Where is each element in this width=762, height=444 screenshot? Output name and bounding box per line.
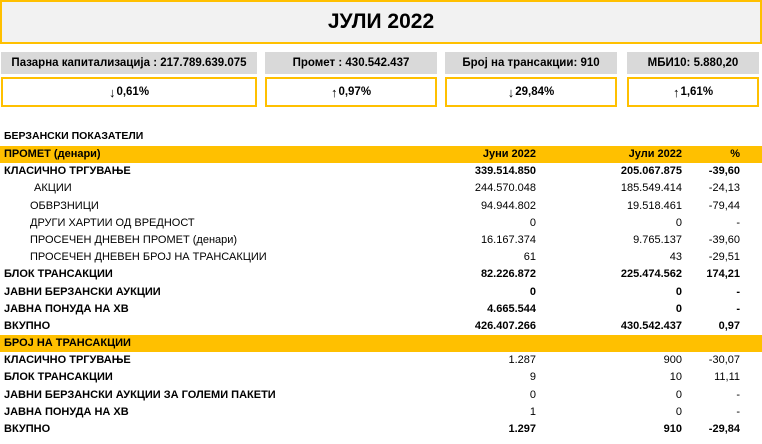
june-value: 1.297 — [508, 423, 536, 435]
row-label: АКЦИИ — [34, 182, 72, 195]
percent-value: -79,44 — [708, 199, 740, 212]
kpi-label: Промет : 430.542.437 — [265, 52, 437, 74]
column-header-june: Јуни 2022 — [482, 148, 536, 160]
percent-value: - — [736, 216, 740, 229]
june-value: 94.944.802 — [480, 199, 536, 212]
july-value: 205.067.875 — [620, 165, 682, 178]
table-row-total — [0, 421, 762, 438]
table-row — [0, 266, 762, 283]
june-value: 4.665.544 — [487, 302, 536, 315]
page-title: ЈУЛИ 2022 — [0, 0, 762, 44]
june-value: 82.226.872 — [480, 268, 536, 281]
kpi-change — [445, 77, 617, 107]
transactions-header-row — [0, 335, 762, 352]
kpi-market-cap — [1, 52, 257, 107]
arrow-up-icon: ↑ — [672, 84, 680, 100]
kpi-turnover — [265, 52, 437, 107]
july-value: 430.542.437 — [620, 319, 682, 332]
kpi-label: Број на трансакции: 910 — [445, 52, 617, 74]
percent-value: - — [736, 285, 740, 298]
table-row — [0, 284, 762, 301]
arrow-down-icon: ↓ — [108, 84, 116, 100]
june-value: 1.287 — [508, 354, 536, 367]
indicators-table — [0, 146, 762, 438]
kpi-mbi10 — [627, 52, 759, 107]
row-label: ЈАВНА ПОНУДА НА ХВ — [4, 302, 129, 315]
july-value: 9.765.137 — [633, 233, 682, 246]
kpi-change — [627, 77, 759, 107]
table-row — [0, 369, 762, 386]
table-row — [0, 180, 762, 197]
percent-value: 11,11 — [714, 371, 740, 384]
row-label: ЈАВНИ БЕРЗАНСКИ АУКЦИИ — [4, 285, 161, 298]
july-value: 910 — [663, 423, 682, 435]
table-row — [0, 249, 762, 266]
june-value: 339.514.850 — [474, 165, 536, 178]
kpi-label: МБИ10: 5.880,20 — [627, 52, 759, 74]
july-value: 225.474.562 — [620, 268, 682, 281]
june-value: 0 — [529, 285, 536, 298]
june-value: 0 — [529, 216, 536, 229]
percent-value: -30,07 — [708, 354, 740, 367]
row-label: ПРОСЕЧЕН ДНЕВЕН ПРОМЕТ (денари) — [30, 233, 238, 246]
table-row — [0, 352, 762, 369]
june-value: 61 — [523, 251, 536, 264]
july-value: 43 — [669, 251, 682, 264]
percent-value: 174,21 — [706, 268, 740, 281]
june-value: 244.570.048 — [474, 182, 536, 195]
kpi-transactions — [445, 52, 617, 107]
kpi-label: Пазарна капитализација : 217.789.639.075 — [1, 52, 257, 74]
kpi-change-value: 1,61% — [680, 86, 714, 98]
july-value: 185.549.414 — [620, 182, 682, 195]
percent-value: 0,97 — [718, 319, 740, 332]
percent-value: - — [736, 302, 740, 315]
row-label: ЈАВНИ БЕРЗАНСКИ АУКЦИИ ЗА ГОЛЕМИ ПАКЕТИ — [4, 388, 276, 401]
table-row — [0, 163, 762, 180]
table-row — [0, 387, 762, 404]
kpi-change — [1, 77, 257, 107]
table-row — [0, 198, 762, 215]
percent-value: - — [736, 388, 740, 401]
column-header-label: ПРОМЕТ (денари) — [4, 148, 101, 160]
july-value: 19.518.461 — [626, 199, 682, 212]
row-label: ЈАВНА ПОНУДА НА ХВ — [4, 405, 129, 418]
percent-value: -39,60 — [708, 165, 740, 178]
arrow-up-icon: ↑ — [330, 84, 338, 100]
row-label: БЛОК ТРАНСАКЦИИ — [4, 371, 113, 384]
june-value: 426.407.266 — [474, 319, 536, 332]
table-row — [0, 215, 762, 232]
table-row — [0, 232, 762, 249]
row-label: КЛАСИЧНО ТРГУВАЊЕ — [4, 354, 131, 367]
july-value: 0 — [675, 388, 682, 401]
row-label: ПРОСЕЧЕН ДНЕВЕН БРОЈ НА ТРАНСАКЦИИ — [30, 251, 267, 264]
july-value: 900 — [663, 354, 682, 367]
turnover-header-row — [0, 146, 762, 163]
table-row — [0, 301, 762, 318]
june-value: 16.167.374 — [480, 233, 536, 246]
column-header-percent: % — [730, 148, 740, 160]
kpi-change — [265, 77, 437, 107]
july-value: 0 — [675, 216, 682, 229]
table-row — [0, 404, 762, 421]
kpi-change-value: 29,84% — [515, 86, 555, 98]
column-header-label: БРОЈ НА ТРАНСАКЦИИ — [4, 337, 131, 350]
june-value: 9 — [529, 371, 536, 384]
july-value: 0 — [675, 405, 682, 418]
arrow-down-icon: ↓ — [507, 84, 515, 100]
row-label: ВКУПНО — [4, 319, 51, 332]
july-value: 0 — [675, 285, 682, 298]
row-label: ОБВРЗНИЦИ — [30, 199, 99, 212]
kpi-change-value: 0,61% — [116, 86, 150, 98]
percent-value: -29,51 — [708, 251, 740, 264]
row-label: ДРУГИ ХАРТИИ ОД ВРЕДНОСТ — [30, 216, 195, 229]
july-value: 10 — [669, 371, 682, 384]
percent-value: -29,84 — [708, 423, 740, 435]
june-value: 0 — [529, 388, 536, 401]
june-value: 1 — [529, 405, 536, 418]
section-title: БЕРЗАНСКИ ПОКАЗАТЕЛИ — [4, 130, 144, 142]
column-header-july: Јули 2022 — [628, 148, 682, 160]
percent-value: - — [736, 405, 740, 418]
row-label: ВКУПНО — [4, 423, 51, 435]
table-row-total — [0, 318, 762, 335]
percent-value: -24,13 — [708, 182, 740, 195]
row-label: БЛОК ТРАНСАКЦИИ — [4, 268, 113, 281]
percent-value: -39,60 — [708, 233, 740, 246]
kpi-change-value: 0,97% — [338, 86, 372, 98]
july-value: 0 — [675, 302, 682, 315]
row-label: КЛАСИЧНО ТРГУВАЊЕ — [4, 165, 131, 178]
